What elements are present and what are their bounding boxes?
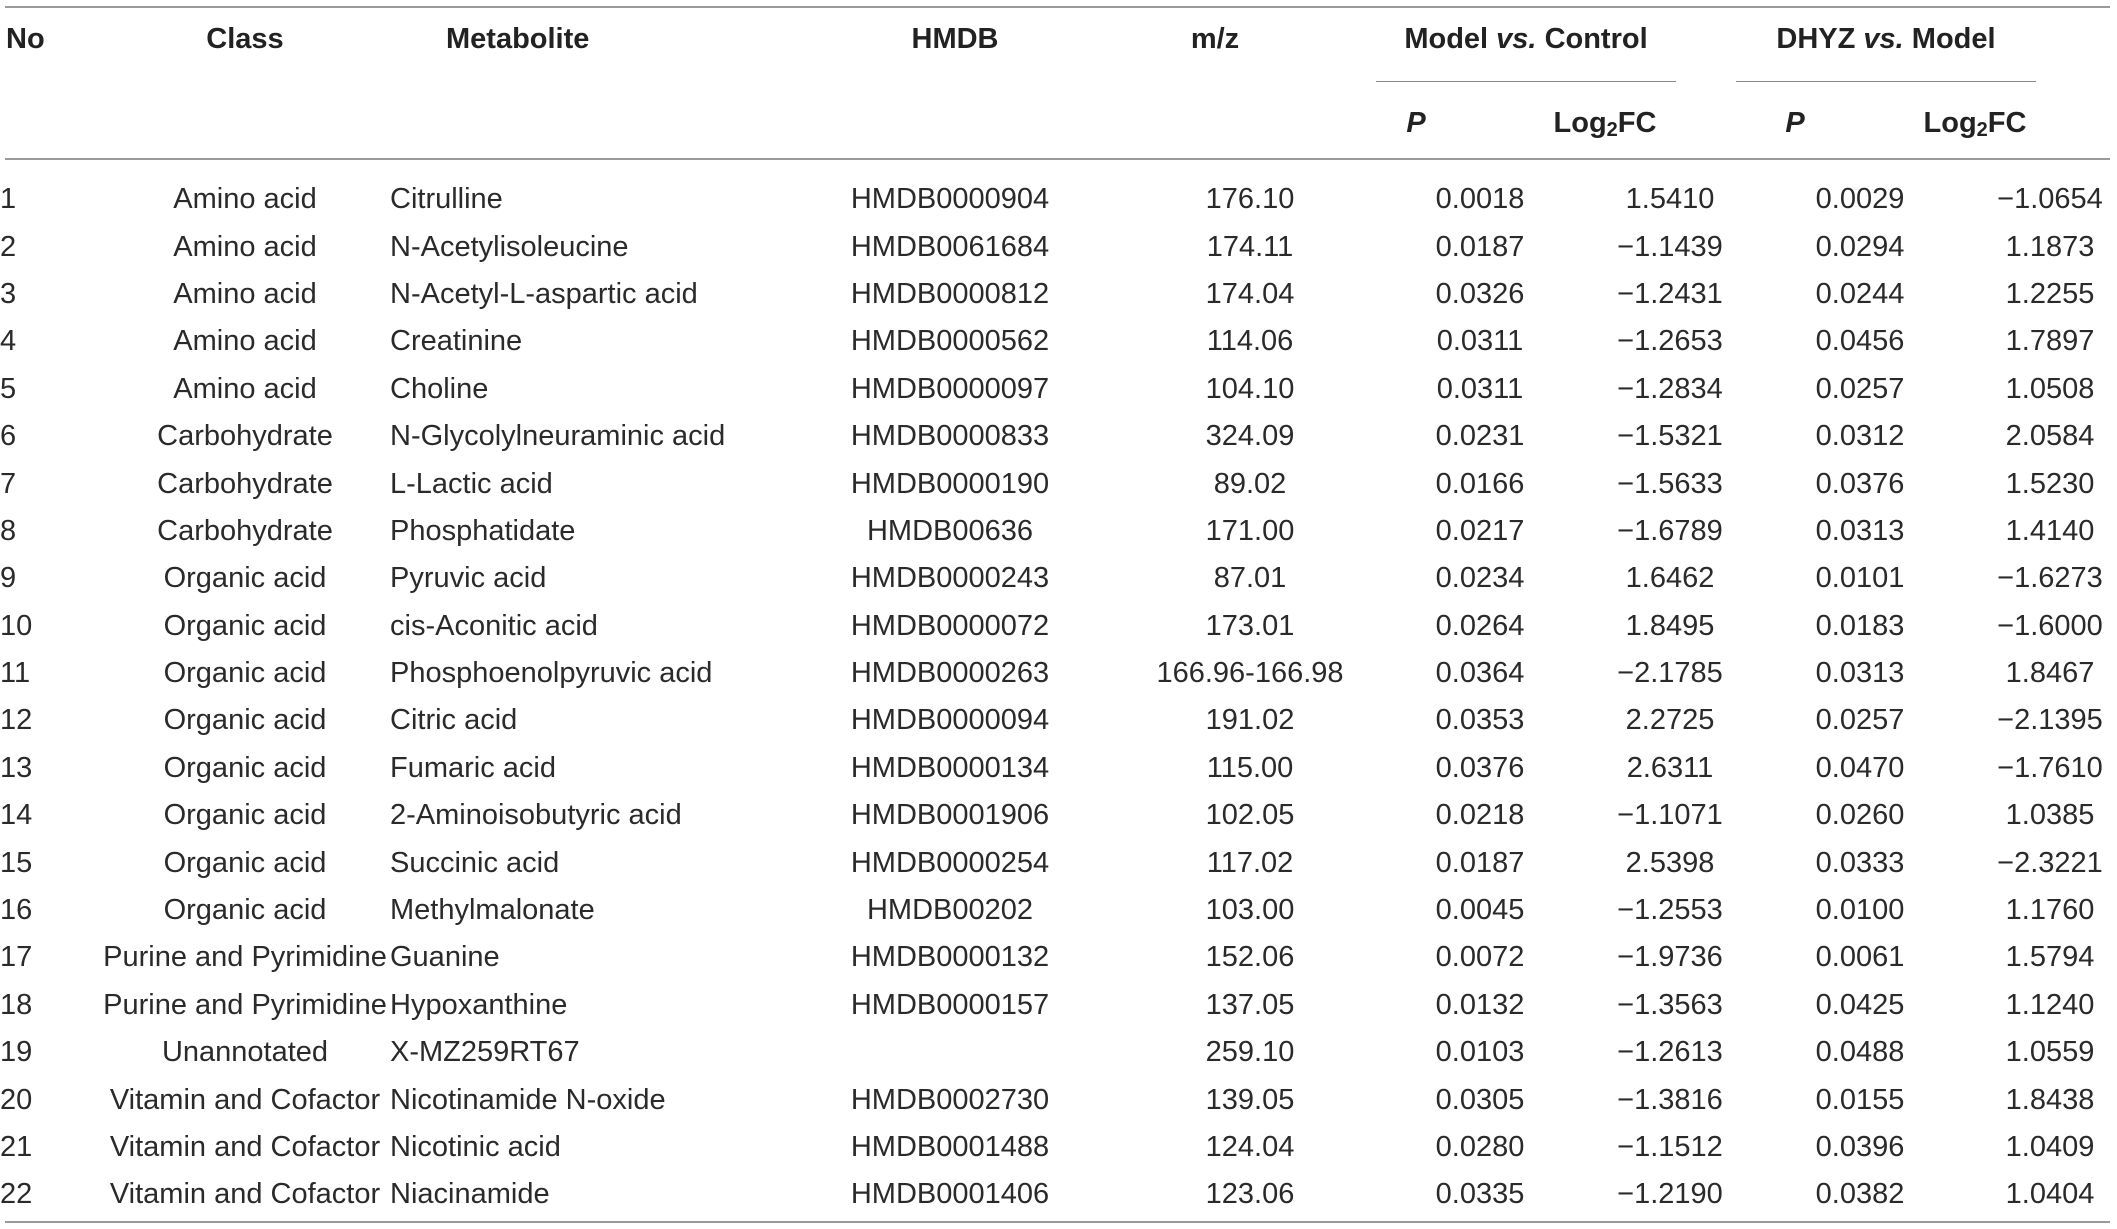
cell-no: 19 — [0, 1036, 33, 1069]
table-row — [0, 934, 2117, 981]
cell-metabolite: L-Lactic acid — [390, 467, 553, 500]
cell-class: Organic acid — [163, 657, 327, 690]
table-row — [0, 508, 2117, 555]
cell-model-vs-control-p: 0.0305 — [1435, 1083, 1525, 1116]
cell-metabolite: Nicotinamide N-oxide — [390, 1083, 666, 1116]
table-row — [0, 413, 2117, 460]
cell-model-vs-control-p: 0.0132 — [1435, 988, 1525, 1021]
cell-model-vs-control-log2fc: −1.1439 — [1617, 230, 1723, 263]
cell-dhyz-vs-model-p: 0.0244 — [1815, 277, 1905, 310]
cell-dhyz-vs-model-log2fc: 2.0584 — [2005, 420, 2095, 453]
cell-dhyz-vs-model-p: 0.0100 — [1815, 894, 1905, 927]
header-group-mc-left: Model — [1404, 23, 1497, 55]
cell-hmdb: HMDB0001906 — [850, 799, 1050, 832]
cell-model-vs-control-p: 0.0072 — [1435, 941, 1525, 974]
cell-mz: 117.02 — [1206, 846, 1294, 879]
cell-class: Vitamin and Cofactor — [109, 1131, 381, 1163]
header-group-mc-right: Control — [1536, 23, 1648, 55]
cell-hmdb: HMDB0000263 — [850, 657, 1050, 690]
cell-dhyz-vs-model-log2fc: 1.7897 — [2005, 325, 2095, 358]
cell-model-vs-control-p: 0.0187 — [1435, 230, 1525, 263]
cell-no: 21 — [0, 1131, 33, 1163]
header-mc-fc-label: FC — [1617, 107, 1657, 139]
cell-model-vs-control-p: 0.0326 — [1435, 277, 1525, 310]
cell-class: Organic acid — [163, 894, 327, 927]
cell-class: Purine and Pyrimidine — [103, 941, 387, 974]
header-dm-log2fc — [1924, 106, 2027, 140]
table-row — [0, 745, 2117, 792]
cell-metabolite: N-Acetylisoleucine — [390, 230, 629, 263]
cell-dhyz-vs-model-p: 0.0333 — [1815, 846, 1905, 879]
cell-dhyz-vs-model-log2fc: 1.1873 — [2005, 230, 2095, 263]
cell-model-vs-control-log2fc: −1.5321 — [1617, 420, 1723, 453]
header-dm-log-sub: 2 — [1976, 119, 1988, 141]
cell-mz: 102.05 — [1205, 799, 1295, 832]
cell-model-vs-control-p: 0.0103 — [1435, 1036, 1525, 1069]
cell-model-vs-control-log2fc: −1.2431 — [1617, 277, 1723, 310]
cell-mz: 176.10 — [1205, 183, 1295, 216]
cell-hmdb: HMDB0000132 — [850, 941, 1050, 974]
cell-dhyz-vs-model-p: 0.0313 — [1815, 657, 1905, 690]
cell-dhyz-vs-model-log2fc: 1.0385 — [2005, 799, 2095, 832]
cell-mz: 114.06 — [1206, 325, 1294, 358]
cell-mz: 87.01 — [1213, 562, 1287, 595]
cell-model-vs-control-log2fc: −2.1785 — [1617, 657, 1723, 690]
cell-model-vs-control-log2fc: −1.2653 — [1617, 325, 1723, 358]
cell-metabolite: Nicotinic acid — [390, 1131, 561, 1163]
cell-mz: 324.09 — [1205, 420, 1295, 453]
cell-model-vs-control-log2fc: −1.3816 — [1617, 1083, 1723, 1116]
cell-mz: 103.00 — [1205, 894, 1295, 927]
cell-class: Purine and Pyrimidine — [103, 988, 387, 1021]
cell-mz: 137.05 — [1205, 988, 1295, 1021]
cell-hmdb: HMDB0000072 — [850, 609, 1050, 642]
cell-class: Organic acid — [163, 799, 327, 832]
cell-dhyz-vs-model-p: 0.0470 — [1815, 751, 1905, 784]
cell-metabolite: Citric acid — [390, 704, 518, 737]
cell-model-vs-control-log2fc: −1.5633 — [1617, 467, 1723, 500]
cell-mz: 89.02 — [1213, 467, 1287, 500]
cell-no: 5 — [0, 372, 17, 405]
cell-model-vs-control-log2fc: −1.9736 — [1617, 941, 1723, 974]
table-bottom-rule — [5, 1221, 2110, 1223]
cell-hmdb: HMDB0000254 — [850, 846, 1050, 879]
header-group-dm-right: Model — [1903, 23, 1996, 55]
cell-model-vs-control-log2fc: −1.2553 — [1617, 894, 1723, 927]
cell-no: 10 — [0, 609, 33, 642]
table-row — [0, 555, 2117, 602]
cell-class: Amino acid — [173, 277, 317, 310]
cell-class: Unannotated — [161, 1036, 329, 1069]
table-body — [0, 176, 2117, 1219]
cell-dhyz-vs-model-log2fc: 1.0508 — [2005, 372, 2095, 405]
table-row — [0, 1076, 2117, 1123]
cell-hmdb: HMDB0002730 — [850, 1083, 1050, 1116]
cell-hmdb: HMDB0000904 — [850, 183, 1050, 216]
group-rule-dhyz-vs-model — [1736, 81, 2036, 82]
table-row — [0, 176, 2117, 223]
cell-metabolite: Hypoxanthine — [390, 988, 568, 1021]
cell-no: 18 — [0, 988, 33, 1021]
cell-mz: 191.02 — [1205, 704, 1295, 737]
table-row — [0, 1029, 2117, 1076]
cell-metabolite: Guanine — [390, 941, 500, 974]
cell-model-vs-control-p: 0.0231 — [1435, 420, 1525, 453]
header-class: Class — [206, 23, 284, 55]
cell-dhyz-vs-model-p: 0.0155 — [1815, 1083, 1905, 1116]
cell-dhyz-vs-model-log2fc: −1.6273 — [1997, 562, 2103, 595]
cell-mz: 104.10 — [1205, 372, 1295, 405]
cell-model-vs-control-p: 0.0166 — [1435, 467, 1525, 500]
cell-model-vs-control-p: 0.0045 — [1435, 894, 1525, 927]
cell-model-vs-control-log2fc: −1.2834 — [1617, 372, 1723, 405]
cell-dhyz-vs-model-p: 0.0294 — [1815, 230, 1905, 263]
cell-no: 7 — [0, 467, 17, 500]
cell-hmdb: HMDB0000097 — [850, 372, 1050, 405]
cell-class: Amino acid — [173, 372, 317, 405]
cell-model-vs-control-log2fc: −1.1071 — [1617, 799, 1723, 832]
cell-metabolite: Choline — [390, 372, 489, 405]
header-mc-p-label: P — [1406, 107, 1426, 139]
table-row — [0, 839, 2117, 886]
table-row — [0, 366, 2117, 413]
header-group-model-vs-control — [1404, 22, 1647, 56]
cell-mz: 259.10 — [1205, 1036, 1295, 1069]
cell-no: 16 — [0, 894, 33, 927]
cell-model-vs-control-log2fc: 1.5410 — [1625, 183, 1715, 216]
cell-no: 14 — [0, 799, 33, 832]
cell-metabolite: Methylmalonate — [390, 894, 595, 927]
cell-class: Organic acid — [163, 609, 327, 642]
cell-metabolite: Niacinamide — [390, 1178, 550, 1211]
cell-dhyz-vs-model-log2fc: 1.0404 — [2005, 1178, 2095, 1211]
cell-mz: 115.00 — [1206, 751, 1294, 784]
cell-no: 12 — [0, 704, 33, 737]
cell-model-vs-control-p: 0.0311 — [1436, 372, 1524, 405]
table-row — [0, 1171, 2117, 1218]
table-row — [0, 271, 2117, 318]
cell-metabolite: Fumaric acid — [390, 751, 556, 784]
cell-dhyz-vs-model-log2fc: 1.1760 — [2005, 894, 2095, 927]
cell-model-vs-control-p: 0.0311 — [1436, 325, 1524, 358]
cell-dhyz-vs-model-p: 0.0061 — [1815, 941, 1905, 974]
cell-dhyz-vs-model-p: 0.0183 — [1815, 609, 1905, 642]
cell-class: Amino acid — [173, 325, 317, 358]
header-group-dm-left: DHYZ — [1776, 23, 1864, 55]
cell-class: Organic acid — [163, 846, 327, 879]
cell-class: Carbohydrate — [157, 420, 333, 453]
header-group-dm-vs: vs. — [1863, 23, 1904, 55]
cell-no: 3 — [0, 277, 17, 310]
cell-metabolite: Succinic acid — [390, 846, 560, 879]
cell-model-vs-control-log2fc: −1.3563 — [1617, 988, 1723, 1021]
cell-model-vs-control-p: 0.0376 — [1435, 751, 1525, 784]
header-mc-log-sub: 2 — [1606, 119, 1618, 141]
cell-dhyz-vs-model-log2fc: 1.8438 — [2005, 1083, 2095, 1116]
cell-model-vs-control-p: 0.0217 — [1435, 514, 1525, 547]
cell-mz: 174.11 — [1206, 230, 1294, 263]
cell-dhyz-vs-model-p: 0.0257 — [1815, 704, 1905, 737]
cell-hmdb: HMDB0000134 — [850, 751, 1050, 784]
cell-metabolite: 2-Aminoisobutyric acid — [390, 799, 682, 832]
cell-no: 8 — [0, 514, 17, 547]
cell-metabolite: N-Glycolylneuraminic acid — [390, 420, 726, 453]
cell-no: 22 — [0, 1178, 33, 1211]
cell-class: Amino acid — [173, 183, 317, 216]
cell-dhyz-vs-model-p: 0.0425 — [1815, 988, 1905, 1021]
header-dm-p — [1785, 106, 1804, 140]
cell-mz: 152.06 — [1205, 941, 1295, 974]
cell-dhyz-vs-model-p: 0.0376 — [1815, 467, 1905, 500]
table-row — [0, 223, 2117, 270]
cell-metabolite: Pyruvic acid — [390, 562, 547, 595]
table-row — [0, 982, 2117, 1029]
cell-no: 13 — [0, 751, 33, 784]
cell-dhyz-vs-model-p: 0.0382 — [1815, 1178, 1905, 1211]
cell-hmdb: HMDB00202 — [866, 894, 1034, 927]
cell-mz: 171.00 — [1205, 514, 1295, 547]
cell-metabolite: Citrulline — [390, 183, 503, 216]
cell-dhyz-vs-model-p: 0.0488 — [1815, 1036, 1905, 1069]
cell-metabolite: Phosphoenolpyruvic acid — [390, 657, 713, 690]
cell-hmdb: HMDB0000833 — [850, 420, 1050, 453]
table-row — [0, 460, 2117, 507]
cell-hmdb: HMDB0000562 — [850, 325, 1050, 358]
cell-dhyz-vs-model-log2fc: 1.0409 — [2005, 1131, 2095, 1163]
cell-hmdb: HMDB0000157 — [850, 988, 1050, 1021]
cell-hmdb: HMDB0001488 — [850, 1131, 1050, 1163]
table-row — [0, 792, 2117, 839]
cell-mz: 124.04 — [1205, 1131, 1295, 1163]
cell-model-vs-control-log2fc: −1.2190 — [1617, 1178, 1723, 1211]
cell-metabolite: Phosphatidate — [390, 514, 576, 547]
table-top-rule — [5, 6, 2110, 8]
cell-hmdb: HMDB00636 — [866, 514, 1034, 547]
cell-model-vs-control-log2fc: 2.2725 — [1625, 704, 1715, 737]
group-rule-model-vs-control — [1376, 81, 1676, 82]
cell-no: 4 — [0, 325, 17, 358]
cell-model-vs-control-log2fc: 2.6311 — [1626, 751, 1714, 784]
cell-model-vs-control-p: 0.0218 — [1435, 799, 1525, 832]
cell-dhyz-vs-model-log2fc: 1.5794 — [2005, 941, 2095, 974]
cell-mz: 123.06 — [1205, 1178, 1295, 1211]
header-mc-log2fc — [1554, 106, 1657, 140]
cell-metabolite: Creatinine — [390, 325, 523, 358]
cell-dhyz-vs-model-log2fc: 1.5230 — [2005, 467, 2095, 500]
cell-model-vs-control-p: 0.0187 — [1435, 846, 1525, 879]
cell-model-vs-control-log2fc: 1.6462 — [1625, 562, 1715, 595]
cell-metabolite: N-Acetyl-L-aspartic acid — [390, 277, 698, 310]
cell-hmdb: HMDB0000812 — [850, 277, 1050, 310]
cell-hmdb: HMDB0001406 — [850, 1178, 1050, 1211]
cell-dhyz-vs-model-log2fc: −1.7610 — [1997, 751, 2103, 784]
cell-dhyz-vs-model-p: 0.0101 — [1815, 562, 1905, 595]
cell-dhyz-vs-model-p: 0.0257 — [1815, 372, 1905, 405]
header-hmdb: HMDB — [911, 23, 999, 55]
cell-no: 2 — [0, 230, 17, 263]
cell-class: Vitamin and Cofactor — [109, 1178, 381, 1211]
table-row — [0, 1124, 2117, 1171]
table-row — [0, 650, 2117, 697]
cell-model-vs-control-log2fc: −1.6789 — [1617, 514, 1723, 547]
cell-no: 6 — [0, 420, 17, 453]
cell-dhyz-vs-model-p: 0.0396 — [1815, 1131, 1905, 1163]
cell-no: 15 — [0, 846, 33, 879]
cell-metabolite: cis-Aconitic acid — [390, 609, 598, 642]
cell-dhyz-vs-model-p: 0.0456 — [1815, 325, 1905, 358]
cell-hmdb: HMDB0000094 — [850, 704, 1050, 737]
cell-model-vs-control-p: 0.0264 — [1435, 609, 1525, 642]
cell-no: 20 — [0, 1083, 33, 1116]
table-row — [0, 603, 2117, 650]
cell-dhyz-vs-model-log2fc: 1.0559 — [2005, 1036, 2095, 1069]
cell-dhyz-vs-model-p: 0.0312 — [1815, 420, 1905, 453]
cell-mz: 166.96-166.98 — [1156, 657, 1344, 690]
header-metabolite: Metabolite — [446, 23, 590, 55]
cell-dhyz-vs-model-log2fc: −1.0654 — [1997, 183, 2103, 216]
cell-no: 9 — [0, 562, 17, 595]
cell-dhyz-vs-model-log2fc: 1.2255 — [2005, 277, 2095, 310]
cell-class: Vitamin and Cofactor — [109, 1083, 381, 1116]
table-row — [0, 887, 2117, 934]
cell-class: Amino acid — [173, 230, 317, 263]
cell-model-vs-control-p: 0.0364 — [1435, 657, 1525, 690]
cell-hmdb: HMDB0000243 — [850, 562, 1050, 595]
cell-model-vs-control-p: 0.0335 — [1435, 1178, 1525, 1211]
cell-metabolite: X-MZ259RT67 — [390, 1036, 580, 1069]
cell-model-vs-control-log2fc: −1.2613 — [1617, 1036, 1723, 1069]
cell-hmdb: HMDB0061684 — [850, 230, 1050, 263]
cell-model-vs-control-p: 0.0280 — [1435, 1131, 1525, 1163]
cell-dhyz-vs-model-p: 0.0313 — [1815, 514, 1905, 547]
cell-model-vs-control-log2fc: 2.5398 — [1625, 846, 1715, 879]
cell-no: 11 — [0, 657, 31, 690]
cell-mz: 174.04 — [1205, 277, 1295, 310]
cell-dhyz-vs-model-log2fc: −2.3221 — [1997, 846, 2103, 879]
cell-dhyz-vs-model-log2fc: 1.8467 — [2005, 657, 2095, 690]
cell-no: 17 — [0, 941, 33, 974]
cell-hmdb: HMDB0000190 — [850, 467, 1050, 500]
header-no: No — [6, 23, 45, 55]
cell-class: Organic acid — [163, 704, 327, 737]
cell-model-vs-control-p: 0.0353 — [1435, 704, 1525, 737]
cell-no: 1 — [0, 183, 17, 216]
cell-class: Carbohydrate — [157, 467, 333, 500]
header-mz: m/z — [1190, 23, 1240, 55]
header-mc-p — [1406, 106, 1425, 140]
header-dm-log-label: Log — [1923, 107, 1977, 139]
cell-dhyz-vs-model-log2fc: −2.1395 — [1997, 704, 2103, 737]
cell-hmdb — [785, 1029, 1115, 1076]
cell-mz: 139.05 — [1205, 1083, 1295, 1116]
cell-model-vs-control-p: 0.0018 — [1435, 183, 1525, 216]
cell-dhyz-vs-model-p: 0.0260 — [1815, 799, 1905, 832]
header-dm-fc-label: FC — [1987, 107, 2027, 139]
cell-class: Organic acid — [163, 751, 327, 784]
header-group-dhyz-vs-model — [1776, 22, 1995, 56]
header-mc-log-label: Log — [1553, 107, 1607, 139]
cell-mz: 173.01 — [1205, 609, 1295, 642]
cell-dhyz-vs-model-log2fc: 1.1240 — [2005, 988, 2095, 1021]
header-group-mc-vs: vs. — [1496, 23, 1537, 55]
cell-class: Organic acid — [163, 562, 327, 595]
table-row — [0, 318, 2117, 365]
header-bottom-rule — [5, 158, 2110, 160]
cell-model-vs-control-p: 0.0234 — [1435, 562, 1525, 595]
cell-class: Carbohydrate — [157, 514, 333, 547]
header-dm-p-label: P — [1785, 107, 1805, 139]
table-row — [0, 697, 2117, 744]
cell-dhyz-vs-model-p: 0.0029 — [1815, 183, 1905, 216]
cell-model-vs-control-log2fc: 1.8495 — [1625, 609, 1715, 642]
cell-model-vs-control-log2fc: −1.1512 — [1617, 1131, 1723, 1163]
cell-dhyz-vs-model-log2fc: −1.6000 — [1997, 609, 2103, 642]
cell-dhyz-vs-model-log2fc: 1.4140 — [2005, 514, 2095, 547]
